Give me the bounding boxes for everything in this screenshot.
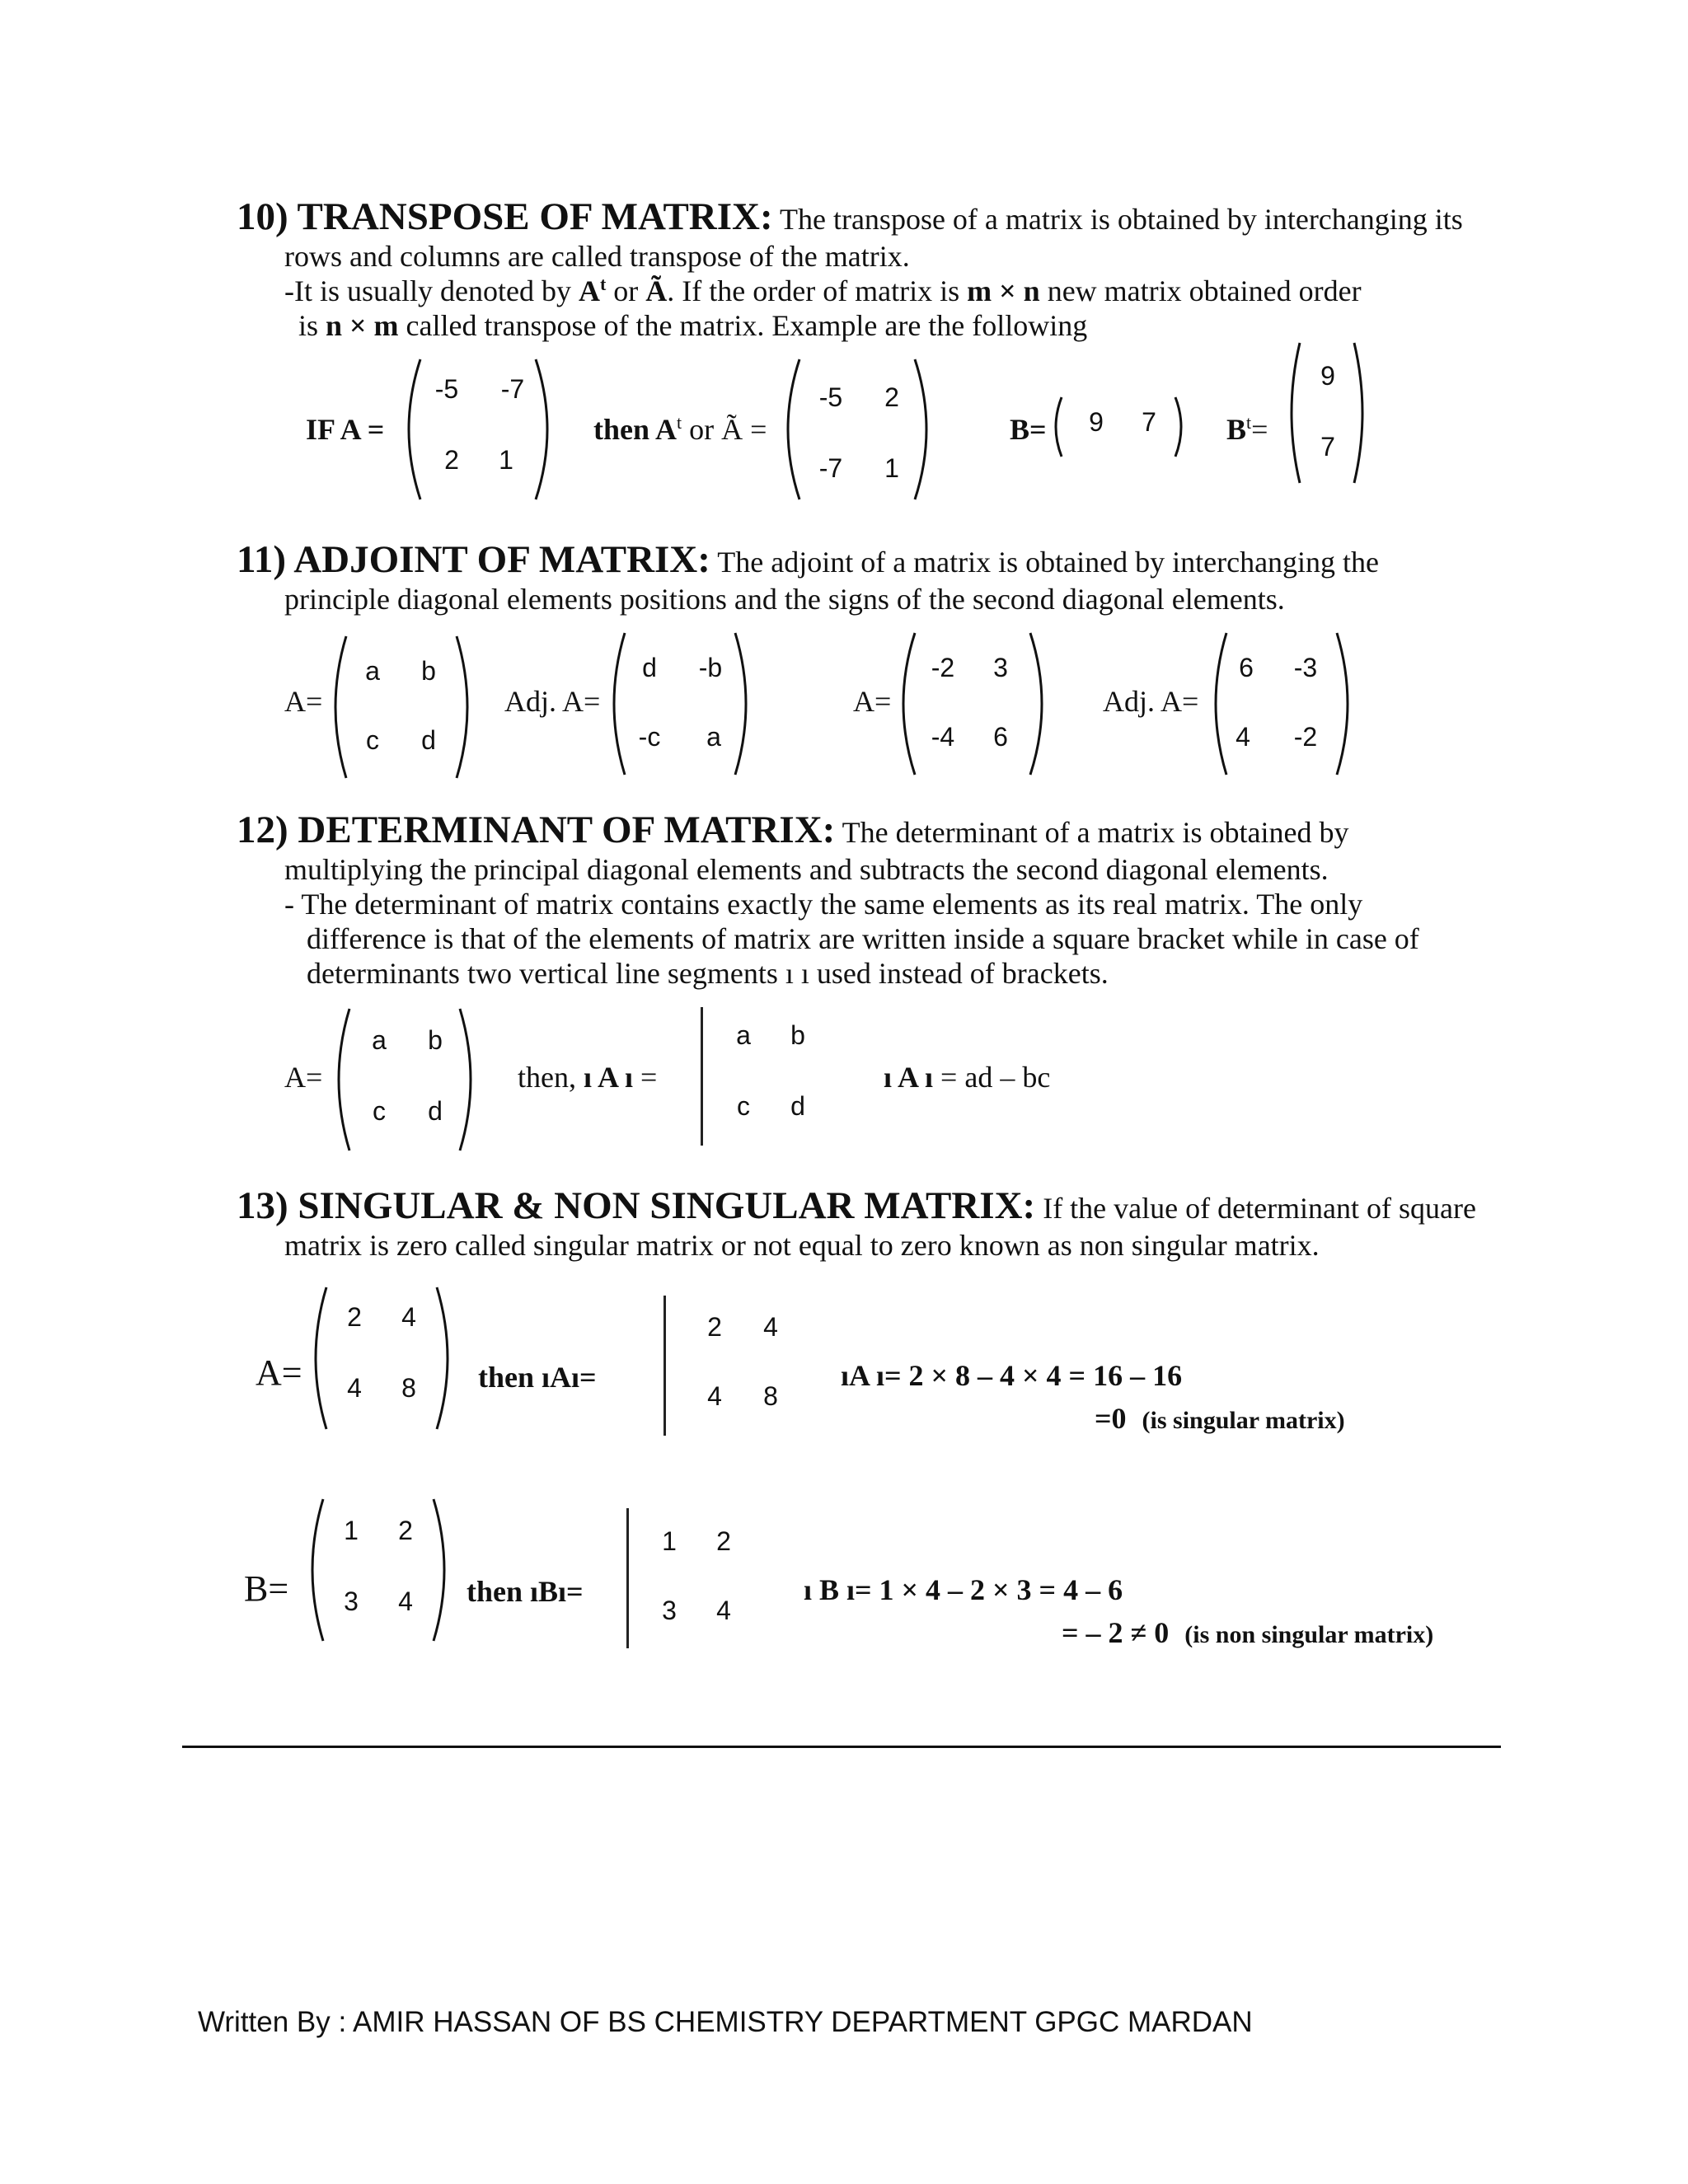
parentheses [300,1496,457,1644]
matrix-cell: -5 [434,374,459,404]
matrix-b-transposed [1282,340,1372,486]
l3g: m × n [967,274,1040,307]
matrix-a-transposed [775,356,940,503]
matrix-cell: 4 [398,1586,413,1616]
section-10-line-4 [298,308,1087,343]
then-a: then ı [478,1361,551,1394]
matrix-cell: b [421,656,436,686]
matrix-singular-a [303,1284,460,1432]
matrix-cell: 9 [1089,407,1104,437]
determinant-nonsingular-b [626,1508,767,1650]
formula-2: = ad – bc [933,1061,1051,1094]
matrix-cell: 7 [1142,407,1156,437]
adjoint-adj1-label: Adj. A= [504,685,601,718]
parentheses [303,1284,460,1432]
section-10-heading-line [237,194,1463,239]
then-a-transpose-label [593,412,767,447]
matrix-cell: -2 [1293,722,1318,752]
matrix-cell: 2 [398,1516,413,1545]
calc-a-2: =0 [1095,1402,1127,1435]
matrix-cell: 8 [763,1381,778,1411]
adjoint-a2-label: A= [853,685,892,718]
matrix-cell: 6 [993,722,1008,752]
section-10-line-2: rows and columns are called transpose of the matrix. [284,240,910,273]
matrix-cell: 4 [716,1596,731,1625]
b-transpose-label [1226,412,1268,447]
then-a-1: then A [593,413,678,446]
bt-3: = [1251,413,1268,446]
det-then-label [518,1060,657,1094]
then-a-3: ı= [571,1361,597,1394]
parentheses [1203,630,1360,778]
section-10-line-3 [284,274,1362,308]
then-2: ı A ı [583,1061,634,1094]
then-b-3: ı= [558,1575,584,1608]
matrix-cell: a [706,722,721,752]
matrix-cell: 1 [344,1516,359,1545]
matrix-cell: 1 [499,445,513,475]
l3f: . If the order of matrix is [667,274,968,307]
matrix-cell: c [737,1091,750,1121]
matrix-cell: 2 [707,1312,722,1342]
matrix-cell: 1 [884,453,899,483]
section-10-line-1: The transpose of a matrix is obtained by interchanging its [772,203,1463,236]
matrix-cell: -c [638,722,661,752]
section-12-heading: 12) DETERMINANT OF MATRIX: [237,808,836,851]
matrix-cell: 2 [444,445,459,475]
nonsingular-then-b-label [467,1574,584,1609]
left-bar [626,1508,629,1648]
matrix-cell: d [790,1091,805,1121]
matrix-adj-example-2 [1203,630,1360,778]
matrix-cell: -4 [931,722,955,752]
matrix-nonsingular-b [300,1496,457,1644]
matrix-cell: -7 [818,453,843,483]
l4a: is [298,309,326,342]
then-1: then, [518,1061,584,1094]
section-11-heading: 11) ADJOINT OF MATRIX: [237,538,710,581]
formula-1: ı A ı [884,1061,934,1094]
adjoint-a1-label: A= [284,685,323,718]
singular-calc-line-1: ıA ı= 2 × 8 – 4 × 4 = 16 – 16 [841,1359,1183,1392]
l3h: new matrix obtained order [1039,274,1362,307]
matrix-abcd [323,633,480,781]
matrix-cell: 7 [1320,432,1335,462]
parentheses [602,630,758,778]
det-formula [884,1060,1050,1094]
bt-2: t [1246,412,1252,433]
determinant-singular-a [663,1296,804,1437]
bt-1: B [1226,413,1247,446]
section-13-heading: 13) SINGULAR & NON SINGULAR MATRIX: [237,1184,1036,1227]
det-a-label: A= [284,1061,323,1094]
matrix-adj-abcd [602,630,758,778]
matrix-cell: c [366,725,379,755]
section-11-line-1: The adjoint of a matrix is obtained by interchanging the [710,546,1380,579]
singular-then-a-label [478,1360,597,1394]
matrix-a-transpose-example [396,356,560,503]
calc-a-3: (is singular matrix) [1142,1407,1345,1434]
matrix-cell: -b [698,653,723,682]
singular-a-label: A= [256,1352,302,1393]
horizontal-rule [182,1746,1501,1748]
section-13-heading-line [237,1183,1476,1228]
parentheses [890,630,1055,778]
l3a: -It is usually denoted by [284,274,579,307]
matrix-cell: 2 [884,382,899,412]
matrix-cell: -2 [931,653,955,682]
l3c: t [599,274,607,294]
calc-b-3: (is non singular matrix) [1184,1621,1434,1648]
matrix-cell: 1 [662,1526,677,1556]
calc-b-2: = – 2 ≠ 0 [1062,1616,1170,1649]
matrix-cell: -7 [500,374,525,404]
parentheses [323,633,480,781]
matrix-cell: a [372,1025,387,1055]
then-3: = [633,1061,658,1094]
matrix-cell: c [373,1096,386,1126]
nonsingular-b-label: B= [244,1568,289,1609]
matrix-cell: 3 [993,653,1008,682]
section-10-heading: 10) TRANSPOSE OF MATRIX: [237,195,773,238]
nonsingular-calc-line-1: ı B ı= 1 × 4 – 2 × 3 = 4 – 6 [804,1573,1123,1606]
matrix-cell: 8 [401,1373,416,1403]
then-a-2: t [677,412,682,433]
matrix-cell: 6 [1239,653,1254,682]
determinant-abcd [701,1007,841,1147]
matrix-cell: d [421,725,436,755]
section-12-line-3: - The determinant of matrix contains exactly the same elements as its real matrix. The only [284,888,1363,921]
l4b: n × m [326,309,399,342]
l3d: or [606,274,646,307]
b-label: B= [1010,413,1047,446]
matrix-cell: 4 [347,1373,362,1403]
section-12-line-4: difference is that of the elements of matrix are written inside a square bracket while in case of [307,922,1419,955]
left-bar [663,1296,666,1436]
matrix-cell: 3 [344,1586,359,1616]
matrix-cell: d [428,1096,443,1126]
matrix-cell: a [736,1020,751,1050]
l3e: Ã [645,274,668,307]
matrix-cell: d [642,653,657,682]
matrix-cell: b [790,1020,805,1050]
matrix-cell: 2 [716,1526,731,1556]
section-13-line-2: matrix is zero called singular matrix or not equal to zero known as non singular matrix. [284,1229,1320,1262]
matrix-abcd-det [326,1005,483,1154]
matrix-cell: 9 [1320,361,1335,391]
matrix-cell: -5 [818,382,843,412]
matrix-cell: 3 [662,1596,677,1625]
singular-calc-line-2 [1095,1401,1345,1436]
nonsingular-calc-line-2 [1062,1615,1433,1650]
matrix-cell: a [365,656,380,686]
matrix-cell: 4 [763,1312,778,1342]
then-a-3: or Ã = [682,413,767,446]
section-12-line-5: determinants two vertical line segments ı ı used instead of brackets. [307,957,1109,990]
then-b-2: B [538,1575,559,1608]
matrix-cell: -3 [1293,653,1318,682]
left-bar [701,1007,703,1146]
section-13-line-1: If the value of determinant of square [1035,1192,1476,1225]
matrix-cell: 4 [707,1381,722,1411]
section-12-heading-line [237,808,1349,852]
adjoint-adj2-label: Adj. A= [1103,685,1199,718]
matrix-example-2 [890,630,1055,778]
then-b: then ı [467,1575,539,1608]
footer-author: Written By : AMIR HASSAN OF BS CHEMISTRY DEPARTMENT GPGC MARDAN [198,2006,1253,2038]
then-a-2: A [550,1361,572,1394]
matrix-cell: 4 [1236,722,1250,752]
section-12-line-1: The determinant of a matrix is obtained by [835,816,1349,849]
matrix-cell: b [428,1025,443,1055]
matrix-cell: 2 [347,1302,362,1332]
section-12-line-2: multiplying the principal diagonal elements and subtracts the second diagonal elements. [284,853,1329,886]
matrix-b-row [1048,394,1189,460]
matrix-cell: 4 [401,1302,416,1332]
l4c: called transpose of the matrix. Example are the following [398,309,1088,342]
if-a-label: IF A = [306,413,385,446]
l3b: A [578,274,600,307]
section-11-line-2: principle diagonal elements positions and the signs of the second diagonal elements. [284,583,1285,616]
section-11-heading-line [237,537,1379,582]
